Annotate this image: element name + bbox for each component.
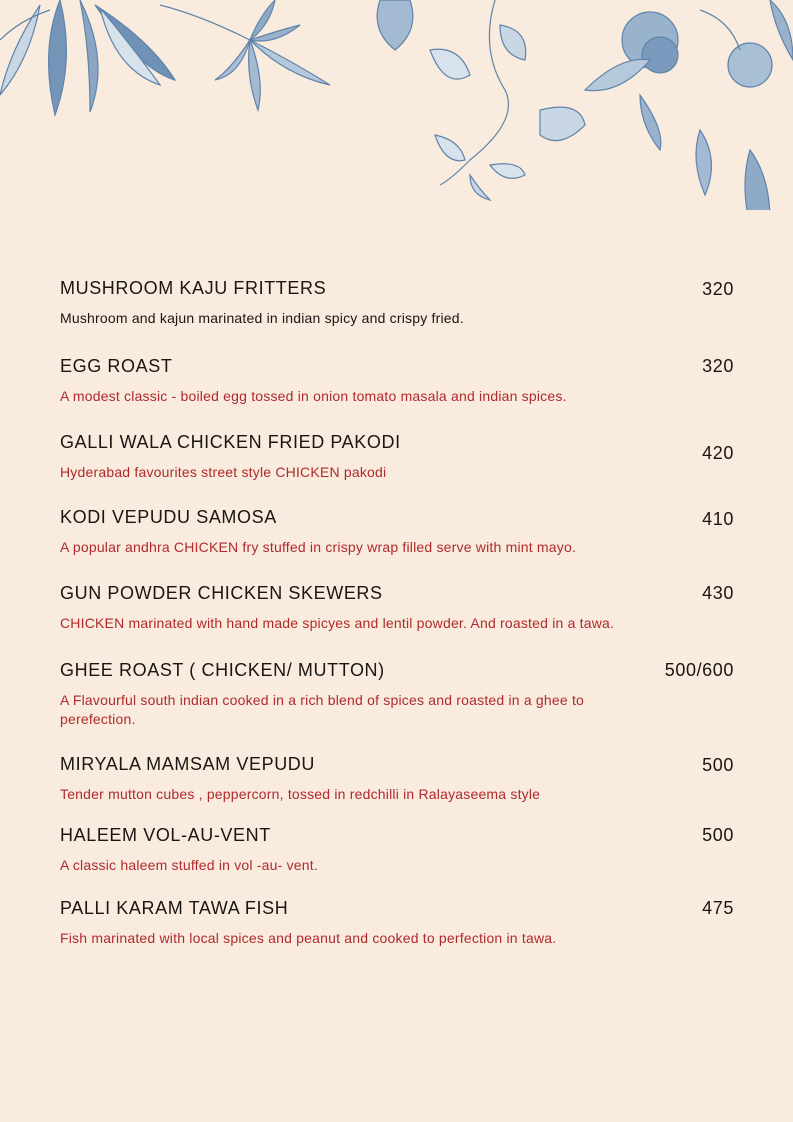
item-price: 475 xyxy=(702,898,734,918)
item-price: 430 xyxy=(702,583,734,603)
item-description: Fish marinated with local spices and peanut and cooked to perfection in tawa. xyxy=(60,930,557,946)
item-description: Hyderabad favourites street style CHICKEN pakodi xyxy=(60,464,387,480)
item-name: GUN POWDER CHICKEN SKEWERS xyxy=(60,583,383,603)
item-price: 320 xyxy=(702,279,734,299)
item-description: A Flavourful south indian cooked in a rich blend of spices and roasted in a ghee to perefection. xyxy=(60,692,585,727)
item-name: EGG ROAST xyxy=(60,356,173,376)
item-name: KODI VEPUDU SAMOSA xyxy=(60,507,277,527)
item-name: MUSHROOM KAJU FRITTERS xyxy=(60,278,327,298)
item-description: A modest classic - boiled egg tossed in onion tomato masala and indian spices. xyxy=(60,388,567,404)
item-price: 420 xyxy=(702,443,734,463)
item-description: CHICKEN marinated with hand made spicyes and lentil powder. And roasted in a tawa. xyxy=(60,615,615,631)
item-price: 500 xyxy=(702,755,734,775)
item-price: 500 xyxy=(702,825,734,845)
item-name: MIRYALA MAMSAM VEPUDU xyxy=(60,754,315,774)
floral-illustration xyxy=(0,0,793,210)
item-description: A classic haleem stuffed in vol -au- vent. xyxy=(60,857,318,873)
item-price: 320 xyxy=(702,356,734,376)
item-price: 410 xyxy=(702,509,734,529)
item-name: PALLI KARAM TAWA FISH xyxy=(60,898,289,918)
item-name: HALEEM VOL-AU-VENT xyxy=(60,825,271,845)
item-description: A popular andhra CHICKEN fry stuffed in crispy wrap filled serve with mint mayo. xyxy=(60,539,577,555)
item-name: GALLI WALA CHICKEN FRIED PAKODI xyxy=(60,432,401,452)
item-price: 500/600 xyxy=(664,660,734,680)
item-name: GHEE ROAST ( CHICKEN/ MUTTON) xyxy=(60,660,385,680)
item-description: Mushroom and kajun marinated in indian spicy and crispy fried. xyxy=(60,310,464,326)
item-description: Tender mutton cubes , peppercorn, tossed in redchilli in Ralayaseema style xyxy=(60,786,541,802)
